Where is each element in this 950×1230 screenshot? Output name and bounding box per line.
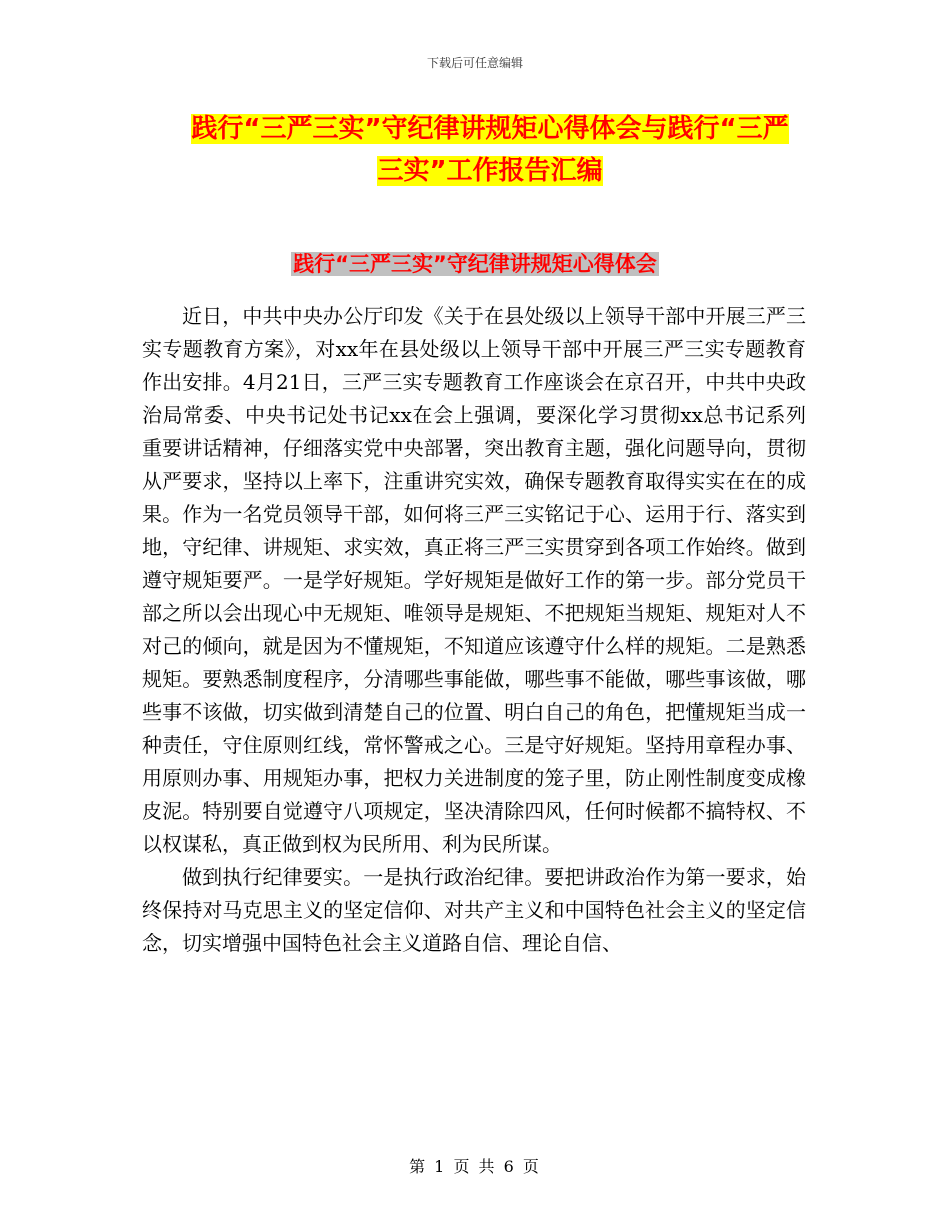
paragraph-2: 做到执行纪律要实。一是执行政治纪律。要把讲政治作为第一要求，始终保持对马克思主义的坚定信仰、对共产主义和中国特色社会主义的坚定信念，切实增强中国特色社会主义道路自信、理论自信、 <box>142 865 806 955</box>
section-title <box>0 248 950 278</box>
document-title-text: 践行“三严三实”守纪律讲规矩心得体会与践行“三严三实”工作报告汇编 <box>191 114 789 186</box>
page-number: 第 1 页 共 6 页 <box>409 1157 541 1176</box>
document-title <box>190 108 790 192</box>
header-note: 下载后可任意编辑 <box>426 56 523 70</box>
section-title-text: 践行“三严三实”守纪律讲规矩心得体会 <box>293 252 657 276</box>
paragraph-1: 近日，中共中央办公厅印发《关于在县处级以上领导干部中开展三严三实专题教育方案》，对xx年在县处级以上领导干部中开展三严三实专题教育作出安排。4月21日，三严三实专题教育工作座谈会在京召开，中共中央政治局常委、中央书记处书记xx在会上强调，要深化学习贯彻xx总书记系列重要讲话精神，仔细落实党中央部署，突出教育主题，强化问题导向，贯彻从严要求，坚持以上率下，注重讲究实效，确保专题教育取得实实在在的成果。作为一名党员领导干部，如何将三严三实铭记于心、运用于行、落实到地，守纪律、讲规矩、求实效，真正将三严三实贯穿到各项工作始终。做到遵守规矩要严。一是学好规矩。学好规矩是做好工作的第一步。部分党员干部之所以会出现心中无规矩、唯领导是规矩、不把规矩当规矩、规矩对人不对己的倾向，就是因为不懂规矩，不知道应该遵守什么样的规矩。二是熟悉规矩。要熟悉制度程序，分清哪些事能做，哪些事不能做，哪些事该做，哪些事不该做，切实做到清楚自己的位置、明白自己的角色，把懂规矩当成一种责任，守住原则红线，常怀警戒之心。三是守好规矩。坚持用章程办事、用原则办事、用规矩办事，把权力关进制度的笼子里，防止刚性制度变成橡皮泥。特别要自觉遵守八项规定，坚决清除四风，任何时候都不搞特权、不以权谋私，真正做到权为民所用、利为民所谋。 <box>142 304 806 856</box>
document-body <box>142 300 806 960</box>
